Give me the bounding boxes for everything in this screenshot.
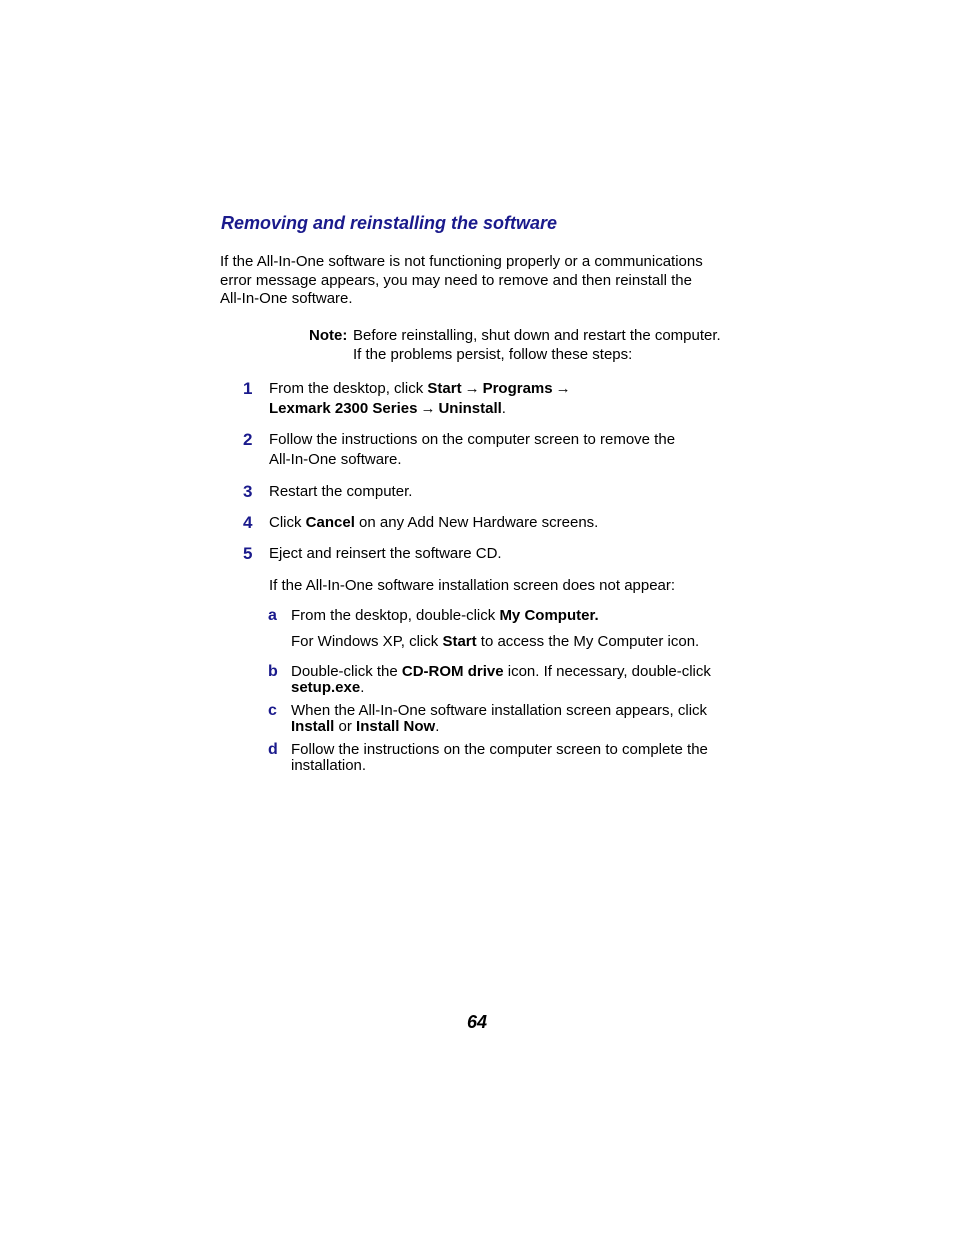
step-5 xyxy=(243,544,743,564)
step-line: Follow the instructions on the computer screen to remove the xyxy=(269,431,676,448)
substep-a xyxy=(268,608,738,624)
install-label: Install xyxy=(291,717,335,735)
step-number: 3 xyxy=(243,482,253,501)
step-body xyxy=(269,430,743,470)
setup-exe-label: setup.exe xyxy=(291,678,361,696)
substep-text: or xyxy=(334,717,357,735)
my-computer-label: My Computer. xyxy=(499,607,599,624)
substep-text: . xyxy=(435,717,440,735)
step-body xyxy=(269,513,743,533)
section-title: Removing and reinstalling the software xyxy=(221,213,558,233)
note-text: Before reinstalling, shut down and restart the computer. xyxy=(353,327,721,344)
substep-a-extra xyxy=(291,632,699,651)
start-label: Start xyxy=(442,633,477,650)
substep-body xyxy=(291,608,738,624)
substep-line xyxy=(291,680,738,696)
arrow-icon: → xyxy=(464,380,480,397)
step-line: Restart the computer. xyxy=(269,483,413,500)
cdrom-label: CD-ROM drive xyxy=(401,663,504,680)
substep-text: to access the My Computer icon. xyxy=(476,633,700,650)
step-body xyxy=(269,544,743,564)
step-number: 1 xyxy=(243,379,253,398)
substep-line xyxy=(291,719,738,735)
step-1 xyxy=(243,379,743,419)
substep-letter: d xyxy=(268,741,278,758)
substep-b xyxy=(268,664,738,695)
menu-series: Lexmark 2300 Series xyxy=(269,400,418,417)
step-body xyxy=(269,379,743,419)
menu-programs: Programs xyxy=(482,380,553,397)
step-text: Click xyxy=(269,514,306,531)
arrow-icon: → xyxy=(555,380,571,397)
step-number: 4 xyxy=(243,513,253,532)
substep-c xyxy=(268,703,738,734)
step-text: . xyxy=(501,400,506,417)
step-number: 2 xyxy=(243,430,253,449)
intro-line: error message appears, you may need to remove and then reinstall the xyxy=(220,271,692,289)
step-4 xyxy=(243,513,743,533)
note-text: If the problems persist, follow these steps: xyxy=(353,346,633,363)
step-2 xyxy=(243,430,743,470)
menu-start: Start xyxy=(427,380,462,397)
note-block xyxy=(309,326,749,364)
substep-text: For Windows XP, click xyxy=(291,633,443,650)
step-number: 5 xyxy=(243,544,253,563)
cancel-label: Cancel xyxy=(305,514,355,531)
note-row xyxy=(309,326,749,345)
substep-line: When the All-In-One software installation screen appears, click xyxy=(291,702,708,719)
substep-line xyxy=(291,664,738,680)
substep-line: Follow the instructions on the computer screen to complete the xyxy=(291,741,708,758)
step-line: All-In-One software. xyxy=(269,451,402,468)
intro-paragraph xyxy=(220,253,740,309)
if-not-appear-text: If the All-In-One software installation screen does not appear: xyxy=(269,577,676,594)
page-number: 64 xyxy=(466,1012,488,1032)
substep-letter: b xyxy=(268,663,278,680)
substep-letter: a xyxy=(268,607,277,624)
substep-text: . xyxy=(360,678,365,696)
substep-line: installation. xyxy=(291,756,367,774)
substep-letter: c xyxy=(268,702,277,719)
note-label: Note: xyxy=(309,327,348,344)
menu-uninstall: Uninstall xyxy=(438,400,502,417)
step-line xyxy=(269,513,743,533)
install-now-label: Install Now xyxy=(356,717,436,735)
substep-text: From the desktop, double-click xyxy=(291,607,500,624)
intro-line: If the All-In-One software is not functioning properly or a communications xyxy=(220,253,703,270)
step-body xyxy=(269,482,743,502)
substep-body xyxy=(291,664,738,695)
step-text: From the desktop, click xyxy=(269,380,428,397)
substep-text: Double-click the xyxy=(291,663,402,680)
substep-body xyxy=(291,703,738,734)
substep-d xyxy=(268,742,738,773)
intro-line: All-In-One software. xyxy=(220,290,353,307)
step-line xyxy=(269,379,743,399)
step-text: on any Add New Hardware screens. xyxy=(354,514,599,531)
substep-body xyxy=(291,742,738,773)
substep-text: icon. If necessary, double-click xyxy=(503,663,711,680)
step-3 xyxy=(243,482,743,502)
substep-line xyxy=(291,608,738,624)
step-line xyxy=(269,399,743,419)
arrow-icon: → xyxy=(420,400,436,417)
step-line: Eject and reinsert the software CD. xyxy=(269,545,502,562)
